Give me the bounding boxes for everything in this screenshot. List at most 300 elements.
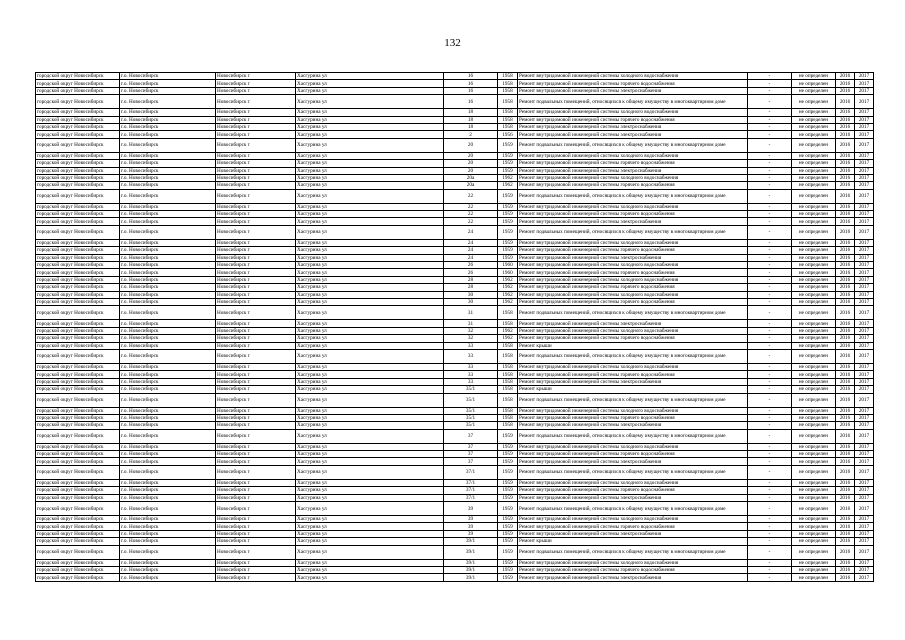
cell-year-from: 2016	[836, 239, 855, 246]
cell-year-from: 2016	[836, 189, 855, 203]
cell-street: Хасгурина ул	[296, 254, 444, 261]
table-row	[36, 116, 874, 123]
cell-city: Новосибирск г	[216, 443, 296, 450]
cell-year-to: 2017	[855, 320, 874, 327]
cell-work: Ремонт подвальных помещений, относящихся к общему имуществу в многоквартирном доме	[518, 545, 748, 559]
cell-cost: не определен	[792, 284, 836, 291]
cell-city: Новосибирск г	[216, 298, 296, 305]
cell-street: Хасгурина ул	[296, 306, 444, 320]
cell-city: Новосибирск г	[216, 429, 296, 443]
cell-okrug: городской округ Новосибирск	[36, 566, 120, 573]
cell-street: Хасгурина ул	[296, 225, 444, 239]
cell-year-from: 2016	[836, 225, 855, 239]
cell-house: 20	[444, 167, 498, 174]
cell-city: Новосибирск г	[216, 247, 296, 254]
cell-cost: не определен	[792, 538, 836, 545]
cell-year-from: 2016	[836, 203, 855, 210]
table-row	[36, 516, 874, 523]
cell-year: 1959	[498, 443, 518, 450]
cell-house: 33	[444, 349, 498, 363]
cell-go: г.о. Новосибирск	[120, 502, 216, 516]
cell-work: Ремонт внутридомовой инженерной системы холодного водоснабжения	[518, 73, 748, 80]
cell-year-from: 2016	[836, 378, 855, 385]
cell-house: 28	[444, 284, 498, 291]
cell-dash: -	[748, 203, 792, 210]
cell-house: 37/1	[444, 494, 498, 501]
cell-okrug: городской округ Новосибирск	[36, 298, 120, 305]
cell-year-from: 2016	[836, 566, 855, 573]
table-row	[36, 269, 874, 276]
cell-dash: -	[748, 247, 792, 254]
cell-street: Хасгурина ул	[296, 123, 444, 130]
table-row	[36, 530, 874, 537]
cell-street: Хасгурина ул	[296, 189, 444, 203]
cell-street: Хасгурина ул	[296, 247, 444, 254]
cell-dash: -	[748, 516, 792, 523]
cell-cost: не определен	[792, 160, 836, 167]
cell-year: 1962	[498, 174, 518, 181]
cell-house: 22	[444, 189, 498, 203]
cell-okrug: городской округ Новосибирск	[36, 276, 120, 283]
cell-cost: не определен	[792, 174, 836, 181]
cell-go: г.о. Новосибирск	[120, 87, 216, 94]
cell-year: 1959	[498, 465, 518, 479]
cell-work: Ремонт внутридомовой инженерной системы горячего водоснабжения	[518, 269, 748, 276]
cell-street: Хасгурина ул	[296, 502, 444, 516]
cell-year-from: 2016	[836, 80, 855, 87]
cell-street: Хасгурина ул	[296, 167, 444, 174]
cell-year-to: 2017	[855, 458, 874, 465]
cell-street: Хасгурина ул	[296, 516, 444, 523]
cell-cost: не определен	[792, 422, 836, 429]
cell-street: Хасгурина ул	[296, 349, 444, 363]
cell-work: Ремонт подвальных помещений, относящихся к общему имуществу в многоквартирном доме	[518, 95, 748, 109]
cell-house: 31	[444, 306, 498, 320]
cell-year: 1959	[498, 523, 518, 530]
cell-dash: -	[748, 479, 792, 486]
cell-year-to: 2017	[855, 298, 874, 305]
cell-house: 18	[444, 116, 498, 123]
cell-okrug: городской округ Новосибирск	[36, 116, 120, 123]
cell-city: Новосибирск г	[216, 182, 296, 189]
cell-year: 1958	[498, 87, 518, 94]
cell-work: Ремонт внутридомовой инженерной системы горячего водоснабжения	[518, 298, 748, 305]
cell-cost: не определен	[792, 335, 836, 342]
cell-dash: -	[748, 342, 792, 349]
table-row	[36, 138, 874, 152]
cell-city: Новосибирск г	[216, 393, 296, 407]
cell-go: г.о. Новосибирск	[120, 422, 216, 429]
cell-cost: не определен	[792, 327, 836, 334]
cell-go: г.о. Новосибирск	[120, 262, 216, 269]
cell-dash: -	[748, 465, 792, 479]
cell-work: Ремонт внутридомовой инженерной системы электроснабжения	[518, 87, 748, 94]
cell-city: Новосибирск г	[216, 523, 296, 530]
cell-year: 1959	[498, 545, 518, 559]
cell-city: Новосибирск г	[216, 131, 296, 138]
cell-cost: не определен	[792, 516, 836, 523]
cell-year-from: 2016	[836, 479, 855, 486]
cell-year: 1958	[498, 342, 518, 349]
cell-street: Хасгурина ул	[296, 160, 444, 167]
cell-dash: -	[748, 131, 792, 138]
cell-city: Новосибирск г	[216, 516, 296, 523]
cell-cost: не определен	[792, 298, 836, 305]
table-row	[36, 306, 874, 320]
cell-year-to: 2017	[855, 487, 874, 494]
cell-work: Ремонт внутридомовой инженерной системы холодного водоснабжения	[518, 363, 748, 370]
table-row	[36, 414, 874, 421]
cell-go: г.о. Новосибирск	[120, 545, 216, 559]
cell-city: Новосибирск г	[216, 152, 296, 159]
cell-year-from: 2016	[836, 349, 855, 363]
cell-house: 39/1	[444, 574, 498, 581]
cell-year-from: 2016	[836, 211, 855, 218]
cell-go: г.о. Новосибирск	[120, 239, 216, 246]
cell-go: г.о. Новосибирск	[120, 254, 216, 261]
cell-city: Новосибирск г	[216, 160, 296, 167]
cell-city: Новосибирск г	[216, 320, 296, 327]
cell-cost: не определен	[792, 225, 836, 239]
cell-okrug: городской округ Новосибирск	[36, 386, 120, 393]
cell-year-from: 2016	[836, 429, 855, 443]
cell-street: Хасгурина ул	[296, 545, 444, 559]
cell-city: Новосибирск г	[216, 458, 296, 465]
cell-year: 1959	[498, 152, 518, 159]
cell-work: Ремонт крыши	[518, 538, 748, 545]
cell-dash: -	[748, 123, 792, 130]
cell-year-to: 2017	[855, 284, 874, 291]
cell-okrug: городской округ Новосибирск	[36, 538, 120, 545]
cell-city: Новосибирск г	[216, 109, 296, 116]
cell-dash: -	[748, 327, 792, 334]
cell-year-to: 2017	[855, 342, 874, 349]
cell-city: Новосибирск г	[216, 269, 296, 276]
cell-house: 39/1	[444, 559, 498, 566]
cell-dash: -	[748, 95, 792, 109]
cell-year-from: 2016	[836, 371, 855, 378]
cell-dash: -	[748, 574, 792, 581]
cell-year-from: 2016	[836, 574, 855, 581]
cell-work: Ремонт внутридомовой инженерной системы холодного водоснабжения	[518, 443, 748, 450]
cell-year: 1959	[498, 138, 518, 152]
cell-okrug: городской округ Новосибирск	[36, 189, 120, 203]
cell-year-from: 2016	[836, 327, 855, 334]
table-row	[36, 494, 874, 501]
cell-cost: не определен	[792, 458, 836, 465]
cell-work: Ремонт внутридомовой инженерной системы электроснабжения	[518, 530, 748, 537]
cell-house: 20	[444, 138, 498, 152]
cell-year-to: 2017	[855, 247, 874, 254]
cell-dash: -	[748, 422, 792, 429]
cell-go: г.о. Новосибирск	[120, 131, 216, 138]
cell-year-to: 2017	[855, 138, 874, 152]
cell-go: г.о. Новосибирск	[120, 414, 216, 421]
cell-house: 39	[444, 523, 498, 530]
cell-work: Ремонт внутридомовой инженерной системы горячего водоснабжения	[518, 284, 748, 291]
cell-go: г.о. Новосибирск	[120, 284, 216, 291]
cell-street: Хасгурина ул	[296, 320, 444, 327]
cell-house: 28	[444, 276, 498, 283]
cell-cost: не определен	[792, 487, 836, 494]
cell-year-from: 2016	[836, 160, 855, 167]
cell-house: 30	[444, 291, 498, 298]
cell-dash: -	[748, 414, 792, 421]
cell-dash: -	[748, 138, 792, 152]
cell-work: Ремонт подвальных помещений, относящихся к общему имуществу в многоквартирном доме	[518, 502, 748, 516]
cell-house: 16	[444, 73, 498, 80]
cell-house: 22	[444, 211, 498, 218]
cell-year-from: 2016	[836, 523, 855, 530]
cell-okrug: городской округ Новосибирск	[36, 167, 120, 174]
cell-okrug: городской округ Новосибирск	[36, 465, 120, 479]
cell-year: 1962	[498, 291, 518, 298]
cell-year-to: 2017	[855, 167, 874, 174]
table-row	[36, 225, 874, 239]
table-row	[36, 203, 874, 210]
cell-cost: не определен	[792, 386, 836, 393]
table-row	[36, 422, 874, 429]
cell-cost: не определен	[792, 239, 836, 246]
table-row	[36, 327, 874, 334]
cell-work: Ремонт внутридомовой инженерной системы холодного водоснабжения	[518, 291, 748, 298]
cell-go: г.о. Новосибирск	[120, 371, 216, 378]
cell-house: 35/1	[444, 407, 498, 414]
cell-city: Новосибирск г	[216, 342, 296, 349]
cell-year-to: 2017	[855, 559, 874, 566]
cell-dash: -	[748, 378, 792, 385]
cell-year: 1962	[498, 327, 518, 334]
table-row	[36, 523, 874, 530]
cell-year-from: 2016	[836, 73, 855, 80]
cell-city: Новосибирск г	[216, 363, 296, 370]
table-row	[36, 276, 874, 283]
cell-year-from: 2016	[836, 363, 855, 370]
table-row	[36, 152, 874, 159]
cell-house: 32	[444, 327, 498, 334]
cell-year-to: 2017	[855, 443, 874, 450]
cell-go: г.о. Новосибирск	[120, 247, 216, 254]
cell-go: г.о. Новосибирск	[120, 378, 216, 385]
cell-dash: -	[748, 73, 792, 80]
cell-okrug: городской округ Новосибирск	[36, 429, 120, 443]
cell-dash: -	[748, 523, 792, 530]
cell-street: Хасгурина ул	[296, 566, 444, 573]
cell-year-to: 2017	[855, 109, 874, 116]
cell-work: Ремонт внутридомовой инженерной системы холодного водоснабжения	[518, 239, 748, 246]
cell-cost: не определен	[792, 414, 836, 421]
cell-work: Ремонт внутридомовой инженерной системы холодного водоснабжения	[518, 407, 748, 414]
cell-work: Ремонт внутридомовой инженерной системы горячего водоснабжения	[518, 211, 748, 218]
cell-year-from: 2016	[836, 95, 855, 109]
cell-year: 1958	[498, 116, 518, 123]
cell-year-to: 2017	[855, 465, 874, 479]
cell-year: 1959	[498, 559, 518, 566]
registry-body	[36, 73, 874, 582]
cell-work: Ремонт внутридомовой инженерной системы горячего водоснабжения	[518, 116, 748, 123]
cell-cost: не определен	[792, 502, 836, 516]
cell-go: г.о. Новосибирск	[120, 342, 216, 349]
cell-year: 1958	[498, 80, 518, 87]
cell-dash: -	[748, 189, 792, 203]
cell-year-from: 2016	[836, 182, 855, 189]
cell-go: г.о. Новосибирск	[120, 218, 216, 225]
cell-cost: не определен	[792, 530, 836, 537]
cell-okrug: городской округ Новосибирск	[36, 80, 120, 87]
cell-street: Хасгурина ул	[296, 393, 444, 407]
cell-okrug: городской округ Новосибирск	[36, 131, 120, 138]
cell-cost: не определен	[792, 393, 836, 407]
cell-okrug: городской округ Новосибирск	[36, 284, 120, 291]
cell-year-from: 2016	[836, 269, 855, 276]
cell-go: г.о. Новосибирск	[120, 138, 216, 152]
cell-house: 20	[444, 152, 498, 159]
cell-city: Новосибирск г	[216, 291, 296, 298]
cell-go: г.о. Новосибирск	[120, 182, 216, 189]
cell-street: Хасгурина ул	[296, 152, 444, 159]
table-row	[36, 349, 874, 363]
cell-year-from: 2016	[836, 87, 855, 94]
cell-work: Ремонт внутридомовой инженерной системы электроснабжения	[518, 458, 748, 465]
cell-dash: -	[748, 116, 792, 123]
table-row	[36, 262, 874, 269]
cell-street: Хасгурина ул	[296, 363, 444, 370]
cell-house: 18	[444, 123, 498, 130]
table-row	[36, 393, 874, 407]
cell-year-from: 2016	[836, 422, 855, 429]
cell-go: г.о. Новосибирск	[120, 494, 216, 501]
cell-year-from: 2016	[836, 123, 855, 130]
cell-year: 1959	[498, 239, 518, 246]
table-row	[36, 218, 874, 225]
cell-house: 37	[444, 458, 498, 465]
cell-cost: не определен	[792, 306, 836, 320]
cell-city: Новосибирск г	[216, 422, 296, 429]
cell-year-from: 2016	[836, 247, 855, 254]
cell-year-from: 2016	[836, 109, 855, 116]
cell-dash: -	[748, 494, 792, 501]
cell-cost: не определен	[792, 73, 836, 80]
table-row	[36, 451, 874, 458]
cell-okrug: городской округ Новосибирск	[36, 138, 120, 152]
cell-go: г.о. Новосибирск	[120, 306, 216, 320]
cell-city: Новосибирск г	[216, 371, 296, 378]
cell-cost: не определен	[792, 262, 836, 269]
cell-year-to: 2017	[855, 269, 874, 276]
cell-house: 39	[444, 530, 498, 537]
cell-year-to: 2017	[855, 523, 874, 530]
cell-year: 1958	[498, 123, 518, 130]
cell-house: 18	[444, 109, 498, 116]
cell-year-to: 2017	[855, 516, 874, 523]
cell-go: г.о. Новосибирск	[120, 174, 216, 181]
page-number: 132	[444, 37, 461, 49]
cell-okrug: городской округ Новосибирск	[36, 479, 120, 486]
table-row	[36, 386, 874, 393]
cell-work: Ремонт внутридомовой инженерной системы холодного водоснабжения	[518, 174, 748, 181]
cell-work: Ремонт внутридомовой инженерной системы горячего водоснабжения	[518, 80, 748, 87]
cell-go: г.о. Новосибирск	[120, 152, 216, 159]
cell-street: Хасгурина ул	[296, 95, 444, 109]
cell-year-to: 2017	[855, 239, 874, 246]
cell-cost: не определен	[792, 451, 836, 458]
cell-work: Ремонт внутридомовой инженерной системы холодного водоснабжения	[518, 109, 748, 116]
cell-street: Хасгурина ул	[296, 523, 444, 530]
table-row	[36, 545, 874, 559]
cell-city: Новосибирск г	[216, 545, 296, 559]
cell-work: Ремонт внутридомовой инженерной системы холодного водоснабжения	[518, 152, 748, 159]
cell-street: Хасгурина ул	[296, 487, 444, 494]
cell-year-to: 2017	[855, 203, 874, 210]
cell-street: Хасгурина ул	[296, 407, 444, 414]
cell-dash: -	[748, 349, 792, 363]
cell-year-from: 2016	[836, 320, 855, 327]
cell-dash: -	[748, 502, 792, 516]
cell-city: Новосибирск г	[216, 87, 296, 94]
cell-house: 33	[444, 371, 498, 378]
cell-cost: не определен	[792, 371, 836, 378]
cell-dash: -	[748, 211, 792, 218]
cell-dash: -	[748, 262, 792, 269]
cell-go: г.о. Новосибирск	[120, 465, 216, 479]
cell-go: г.о. Новосибирск	[120, 269, 216, 276]
cell-cost: не определен	[792, 182, 836, 189]
cell-year: 1959	[498, 189, 518, 203]
cell-dash: -	[748, 487, 792, 494]
cell-okrug: городской округ Новосибирск	[36, 574, 120, 581]
cell-city: Новосибирск г	[216, 407, 296, 414]
cell-year-from: 2016	[836, 538, 855, 545]
cell-work: Ремонт внутридомовой инженерной системы электроснабжения	[518, 494, 748, 501]
cell-city: Новосибирск г	[216, 559, 296, 566]
cell-street: Хасгурина ул	[296, 298, 444, 305]
cell-go: г.о. Новосибирск	[120, 458, 216, 465]
cell-okrug: городской округ Новосибирск	[36, 487, 120, 494]
cell-city: Новосибирск г	[216, 502, 296, 516]
cell-work: Ремонт внутридомовой инженерной системы электроснабжения	[518, 131, 748, 138]
cell-dash: -	[748, 538, 792, 545]
cell-go: г.о. Новосибирск	[120, 335, 216, 342]
cell-dash: -	[748, 443, 792, 450]
cell-go: г.о. Новосибирск	[120, 487, 216, 494]
cell-okrug: городской округ Новосибирск	[36, 87, 120, 94]
cell-go: г.о. Новосибирск	[120, 95, 216, 109]
cell-dash: -	[748, 174, 792, 181]
table-row	[36, 487, 874, 494]
cell-work: Ремонт внутридомовой инженерной системы горячего водоснабжения	[518, 371, 748, 378]
cell-year-to: 2017	[855, 211, 874, 218]
cell-street: Хасгурина ул	[296, 451, 444, 458]
cell-city: Новосибирск г	[216, 189, 296, 203]
cell-year: 1959	[498, 494, 518, 501]
cell-year: 1962	[498, 276, 518, 283]
cell-dash: -	[748, 371, 792, 378]
cell-year-from: 2016	[836, 516, 855, 523]
table-row	[36, 502, 874, 516]
cell-year-from: 2016	[836, 335, 855, 342]
cell-work: Ремонт внутридомовой инженерной системы электроснабжения	[518, 123, 748, 130]
cell-work: Ремонт подвальных помещений, относящихся к общему имуществу в многоквартирном доме	[518, 138, 748, 152]
cell-year-to: 2017	[855, 276, 874, 283]
cell-street: Хасгурина ул	[296, 87, 444, 94]
cell-year: 1962	[498, 284, 518, 291]
cell-house: 39/1	[444, 545, 498, 559]
cell-street: Хасгурина ул	[296, 559, 444, 566]
cell-cost: не определен	[792, 269, 836, 276]
table-row	[36, 73, 874, 80]
cell-work: Ремонт внутридомовой инженерной системы электроснабжения	[518, 167, 748, 174]
cell-city: Новосибирск г	[216, 254, 296, 261]
